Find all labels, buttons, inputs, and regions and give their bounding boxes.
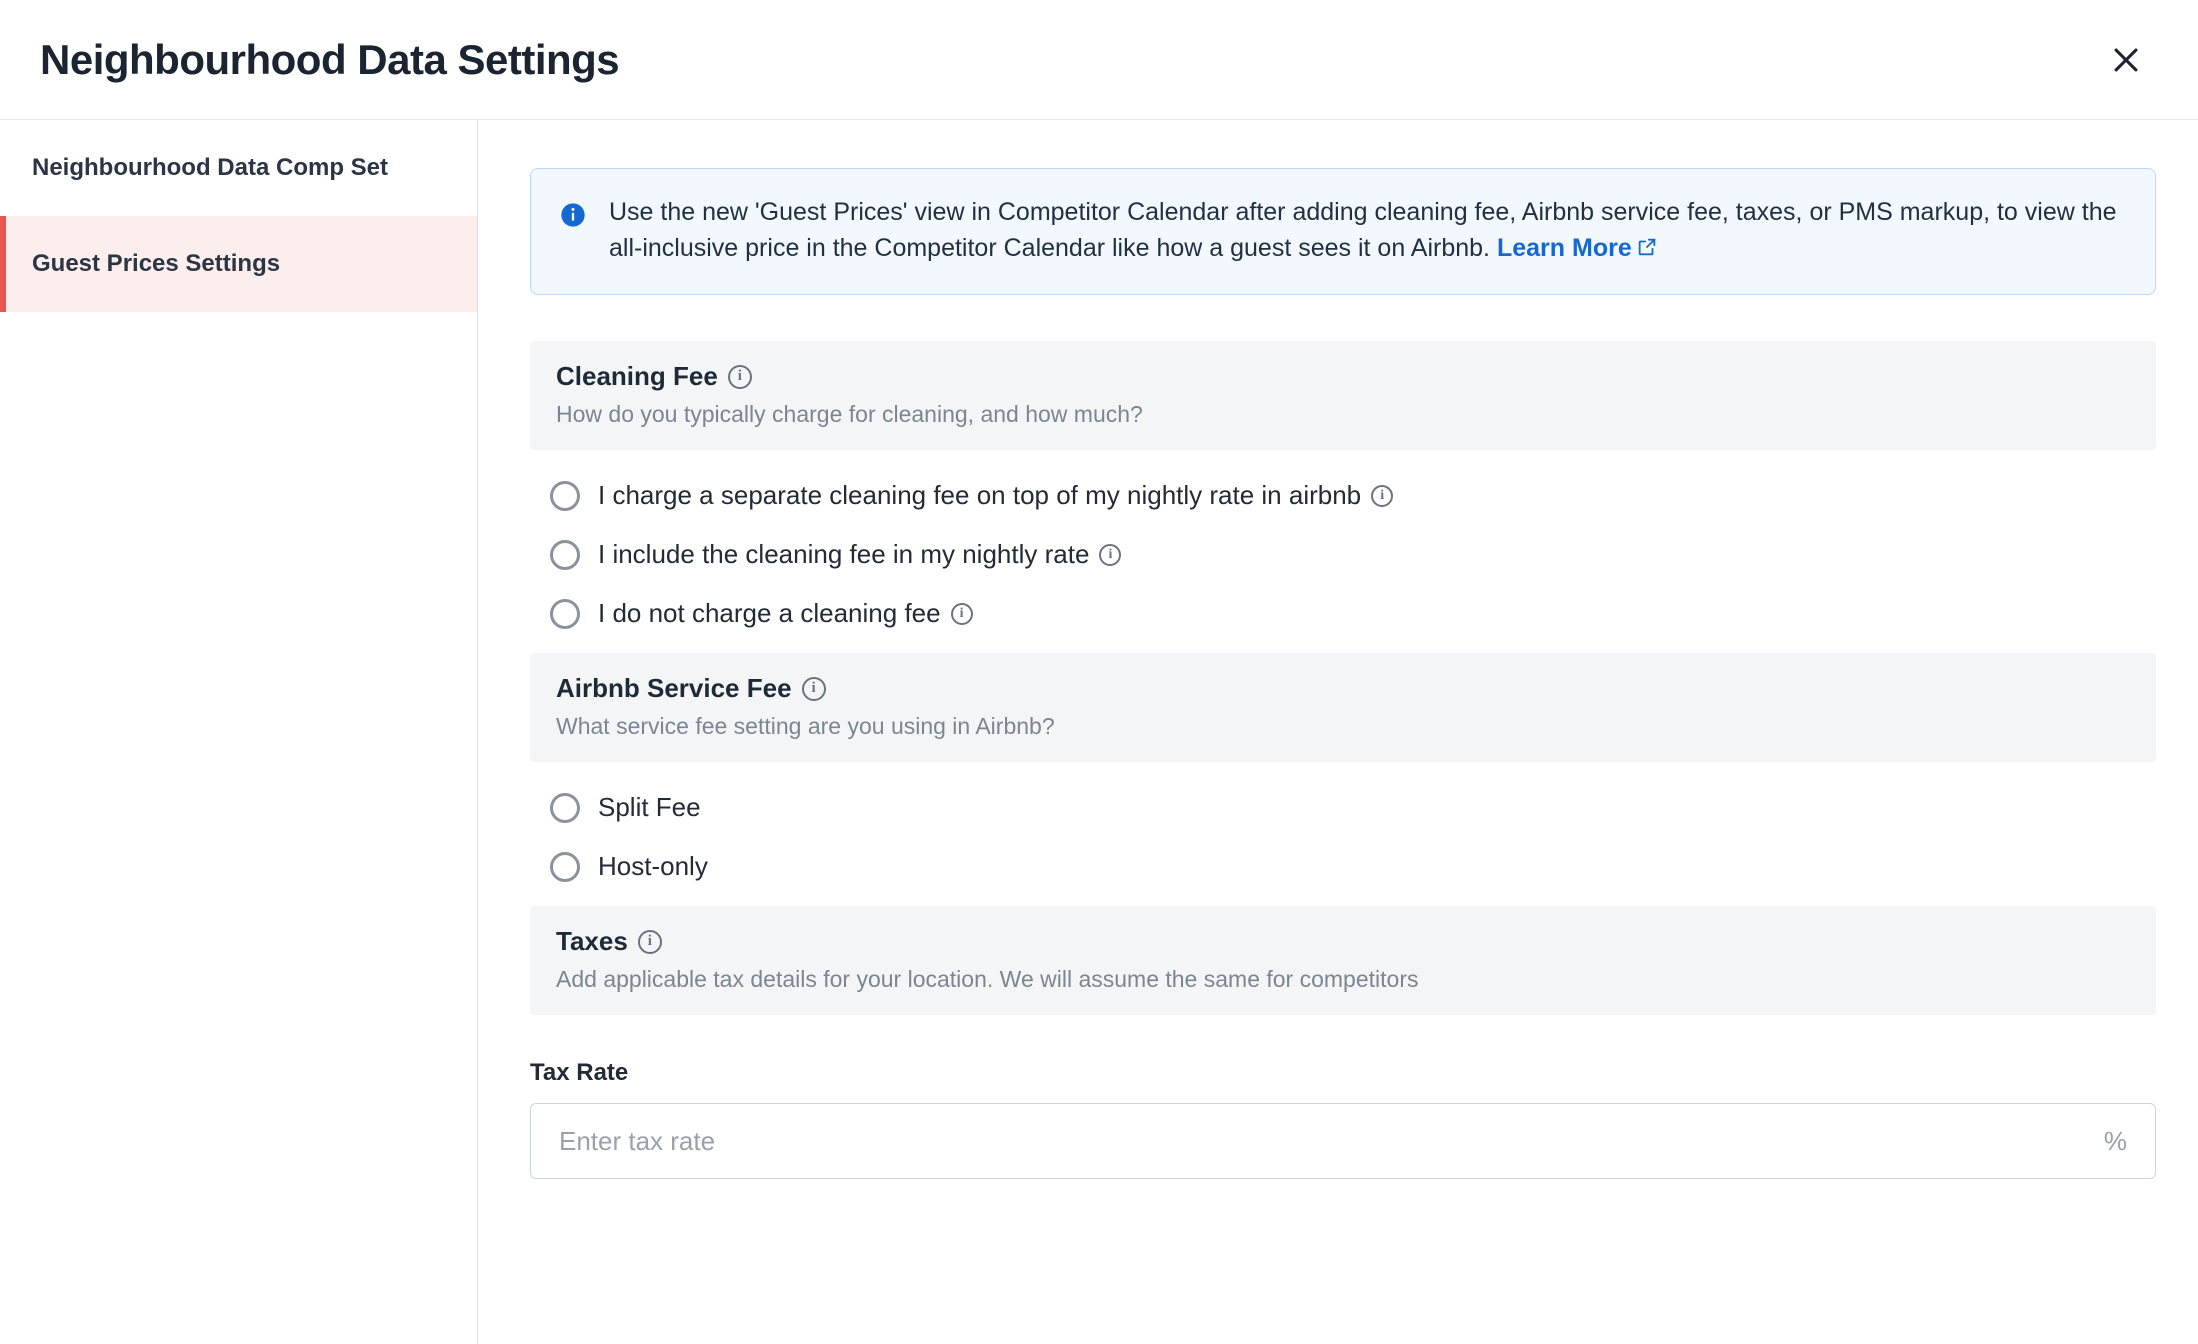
radio-option-text: Host-only [598,851,708,881]
radio-button[interactable] [550,793,580,823]
learn-more-label: Learn More [1496,233,1632,262]
tax-rate-input[interactable] [557,1125,2104,1158]
info-banner [530,168,2156,295]
radio-option-separate-cleaning-fee[interactable] [530,466,2156,525]
modal-body [0,120,2198,1344]
info-banner-message: Use the new 'Guest Prices' view in Competitor Calendar after adding cleaning fee, Airbnb service fee, taxes, or PMS markup, to view the all-inclusive price in the Competitor Calendar like how a guest sees it on Airbnb. [609,198,2117,262]
info-icon[interactable]: i [1371,485,1393,507]
settings-content [478,120,2198,1344]
section-title-row [556,673,2130,704]
radio-option-no-cleaning-fee[interactable] [530,584,2156,643]
radio-option-text: Split Fee [598,792,701,822]
section-subtitle: What service fee setting are you using in Airbnb? [556,713,1055,739]
radio-option-host-only[interactable] [530,837,2156,896]
learn-more-link[interactable] [1497,234,1658,262]
close-icon[interactable] [2098,32,2154,88]
sidebar-item-label: Neighbourhood Data Comp Set [32,154,388,181]
sidebar-item-neighbourhood-data-comp-set[interactable] [0,120,477,216]
radio-button[interactable] [550,540,580,570]
radio-button[interactable] [550,599,580,629]
radio-option-included-cleaning-fee[interactable] [530,525,2156,584]
radio-group-service-fee [530,778,2156,896]
info-icon[interactable]: i [728,365,752,389]
info-icon[interactable]: i [638,930,662,954]
info-banner-text [609,195,2125,266]
section-subtitle: How do you typically charge for cleaning, and how much? [556,401,1143,427]
section-header-airbnb-service-fee [530,653,2156,762]
percent-suffix: % [2103,1125,2127,1156]
radio-option-label [598,851,708,882]
tax-rate-label: Tax Rate [530,1059,629,1086]
radio-option-text: I charge a separate cleaning fee on top of my nightly rate in airbnb [598,480,1362,510]
section-header-taxes [530,906,2156,1015]
info-icon[interactable]: i [1099,544,1121,566]
section-title: Airbnb Service Fee [556,673,792,703]
radio-button[interactable] [550,852,580,882]
external-link-icon [1636,236,1658,258]
section-title-row [556,361,2130,392]
radio-option-label [598,480,1393,511]
modal-header [0,0,2198,120]
info-icon[interactable]: i [951,603,973,625]
section-subtitle: Add applicable tax details for your location. We will assume the same for competitors [556,966,1419,992]
radio-option-label [598,539,1121,570]
info-icon[interactable]: i [802,677,826,701]
section-header-cleaning-fee [530,341,2156,450]
sidebar-item-label: Guest Prices Settings [32,250,281,277]
page-title: Neighbourhood Data Settings [40,35,620,83]
radio-button[interactable] [550,481,580,511]
settings-sidebar [0,120,478,1344]
radio-option-label [598,792,701,823]
section-title: Taxes [556,926,628,956]
sidebar-item-guest-prices-settings[interactable] [0,216,477,312]
radio-option-split-fee[interactable] [530,778,2156,837]
radio-group-cleaning-fee [530,466,2156,643]
radio-option-label [598,598,973,629]
radio-option-text: I include the cleaning fee in my nightly rate [598,539,1090,569]
section-title: Cleaning Fee [556,361,718,391]
info-icon [559,201,587,266]
radio-option-text: I do not charge a cleaning fee [598,598,941,628]
section-title-row [556,926,2130,957]
tax-rate-field-wrapper[interactable] [530,1103,2156,1179]
